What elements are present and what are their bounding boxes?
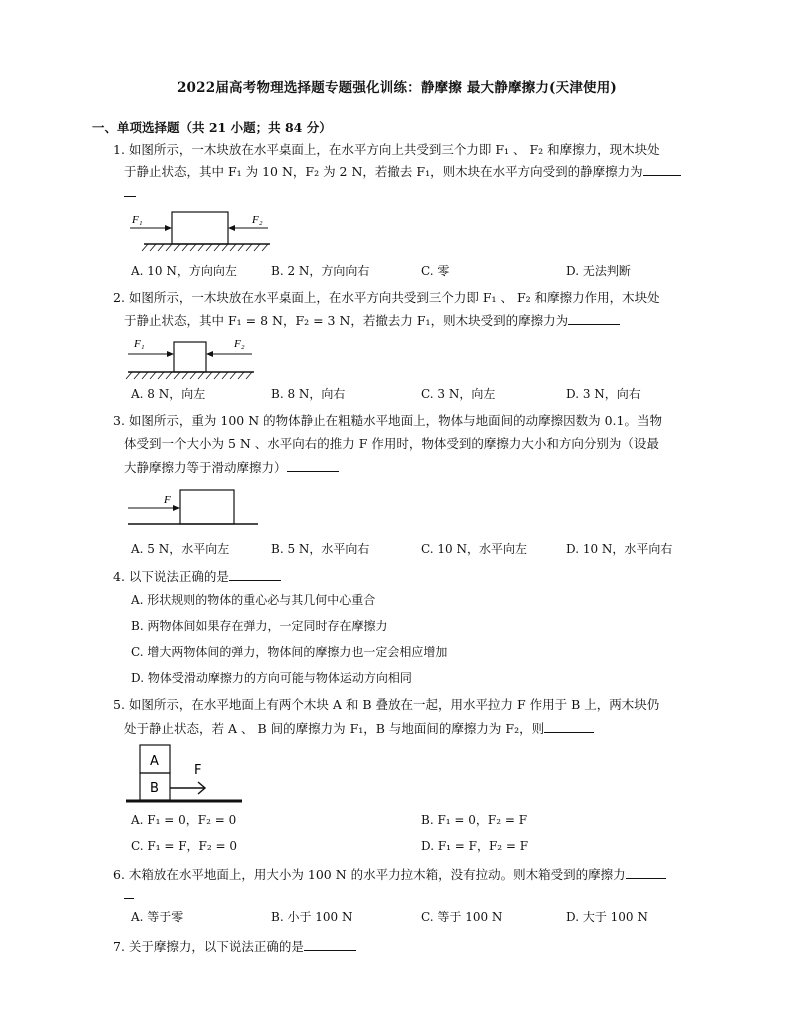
q3-option-a[interactable]: A. 5 N，水平向左 — [131, 542, 230, 556]
q6-blank-wrap — [124, 886, 134, 903]
q4-option-d[interactable]: D. 物体受滑动摩擦力的方向可能与物体运动方向相同 — [131, 671, 412, 685]
q7-text-line1: 7. 关于摩擦力，以下说法正确的是 — [113, 938, 356, 955]
q5-option-c[interactable]: C. F₁ = F，F₂ = 0 — [131, 839, 237, 853]
label-f: F — [164, 494, 171, 506]
q1-option-a[interactable]: A. 10 N，方向向左 — [131, 264, 237, 278]
answer-blank — [287, 459, 339, 472]
label-f2: F₂ — [234, 338, 245, 350]
q1-blank-wrap — [124, 184, 136, 201]
q6-option-a[interactable]: A. 等于零 — [131, 910, 184, 924]
q1-figure — [120, 206, 280, 256]
q2-figure — [122, 332, 262, 380]
label-a: A — [150, 754, 159, 769]
q4-text-line1: 4. 以下说法正确的是 — [113, 568, 281, 585]
block — [180, 490, 234, 524]
answer-blank — [643, 163, 681, 176]
q5-option-a[interactable]: A. F₁ = 0，F₂ = 0 — [131, 813, 237, 827]
answer-blank — [124, 886, 134, 899]
q3-option-d[interactable]: D. 10 N，水平向右 — [566, 542, 673, 556]
q1-option-c[interactable]: C. 零 — [421, 264, 450, 278]
q3-text-line3: 大静摩擦力等于滑动摩擦力） — [124, 459, 339, 476]
answer-blank — [229, 568, 281, 581]
q3-option-b[interactable]: B. 5 N，水平向右 — [271, 542, 370, 556]
section-heading: 一、单项选择题（共 21 小题；共 84 分） — [92, 120, 332, 135]
label-f: F — [194, 763, 202, 778]
answer-blank — [124, 184, 136, 197]
page-title: 2022届高考物理选择题专题强化训练：静摩擦 最大静摩擦力(天津使用) — [176, 80, 618, 96]
label-b: B — [150, 781, 159, 796]
q5-option-d[interactable]: D. F₁ = F，F₂ = F — [421, 839, 529, 853]
q3-option-c[interactable]: C. 10 N，水平向左 — [421, 542, 527, 556]
answer-blank — [544, 720, 594, 733]
ground-hatch — [142, 244, 268, 251]
label-f1: F₁ — [134, 338, 145, 350]
q4-option-b[interactable]: B. 两物体间如果存在弹力，一定同时存在摩擦力 — [131, 619, 388, 633]
q6-text-line1: 6. 木箱放在水平地面上，用大小为 100 N 的水平力拉木箱，没有拉动。则木箱受到的摩擦力 — [113, 866, 666, 883]
q3-text-line1: 3. 如图所示，重为 100 N 的物体静止在粗糙水平地面上，物体与地面间的动摩擦因数为 0.1。当物 — [113, 413, 662, 428]
label-f1: F₁ — [132, 214, 143, 226]
q3-figure — [124, 486, 264, 528]
q2-option-d[interactable]: D. 3 N，向右 — [566, 387, 641, 401]
q2-option-c[interactable]: C. 3 N，向左 — [421, 387, 496, 401]
q1-text-line2: 于静止状态，其中 F₁ 为 10 N，F₂ 为 2 N，若撤去 F₁，则木块在水平方向受到的静摩擦力为 — [124, 163, 681, 180]
q5-option-b[interactable]: B. F₁ = 0，F₂ = F — [421, 813, 528, 827]
label-f2: F₂ — [252, 214, 263, 226]
q4-option-a[interactable]: A. 形状规则的物体的重心必与其几何中心重合 — [131, 593, 376, 607]
q6-option-b[interactable]: B. 小于 100 N — [271, 910, 353, 924]
q2-text-line1: 2. 如图所示，一木块放在水平桌面上，在水平方向共受到三个力即 F₁ 、 F₂ 和摩擦力作用，木块处 — [113, 290, 660, 305]
q1-option-b[interactable]: B. 2 N，方向向右 — [271, 264, 370, 278]
q1-option-d[interactable]: D. 无法判断 — [566, 264, 631, 278]
q2-option-a[interactable]: A. 8 N，向左 — [131, 387, 206, 401]
q2-option-b[interactable]: B. 8 N，向右 — [271, 387, 346, 401]
answer-blank — [568, 312, 620, 325]
q2-text-line2: 于静止状态，其中 F₁ = 8 N，F₂ = 3 N，若撤去力 F₁，则木块受到的摩擦力为 — [124, 312, 620, 329]
wooden-block — [172, 212, 228, 244]
answer-blank — [304, 938, 356, 951]
q5-text-line2: 处于静止状态，若 A 、 B 间的摩擦力为 F₁，B 与地面间的摩擦力为 F₂，则 — [124, 720, 594, 737]
q3-text-line2: 体受到一个大小为 5 N 、水平向右的推力 F 作用时，物体受到的摩擦力大小和方向分别为（设最 — [124, 436, 659, 451]
q1-text-line1: 1. 如图所示，一木块放在水平桌面上，在水平方向上共受到三个力即 F₁ 、 F₂ 和摩擦力，现木块处 — [113, 142, 660, 157]
wooden-block — [174, 342, 206, 372]
q6-option-d[interactable]: D. 大于 100 N — [566, 910, 648, 924]
ground-hatch — [126, 372, 252, 379]
q5-text-line1: 5. 如图所示，在水平地面上有两个木块 A 和 B 叠放在一起，用水平拉力 F 作用于 B 上，两木块仍 — [113, 697, 660, 712]
q5-figure — [124, 742, 244, 804]
answer-blank — [626, 866, 666, 879]
q4-option-c[interactable]: C. 增大两物体间的弹力，物体间的摩擦力也一定会相应增加 — [131, 645, 448, 659]
q6-option-c[interactable]: C. 等于 100 N — [421, 910, 503, 924]
